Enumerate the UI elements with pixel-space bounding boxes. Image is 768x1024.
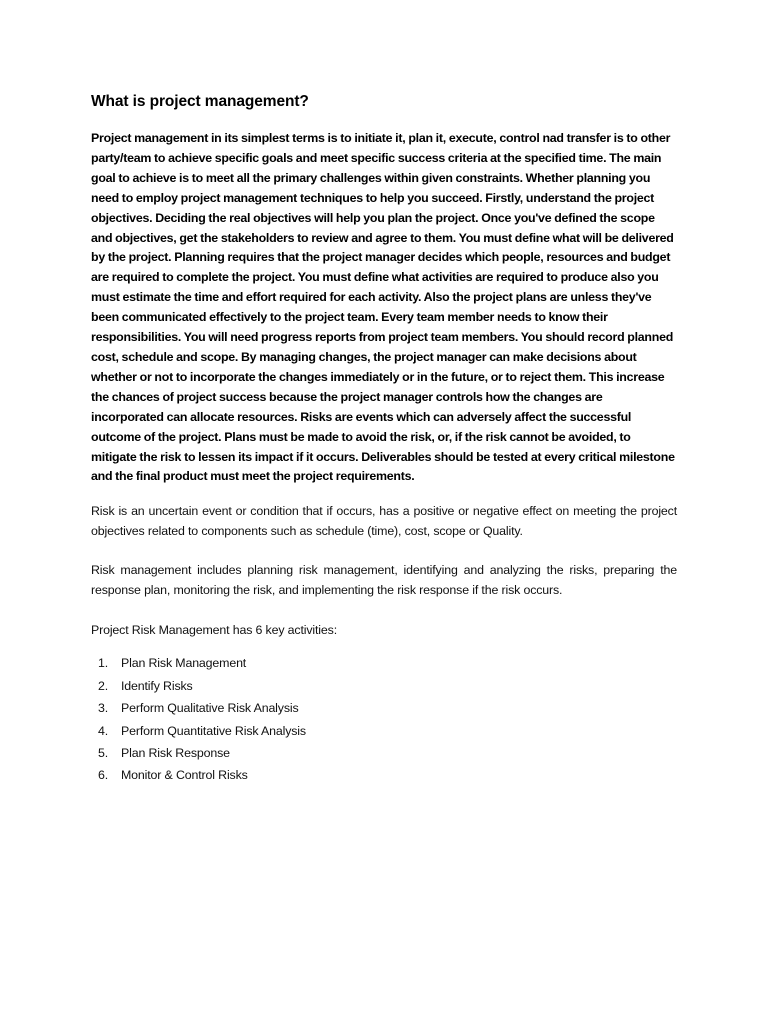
list-item-number: 6. xyxy=(98,768,109,783)
list-item xyxy=(91,675,677,697)
document-page xyxy=(91,92,677,787)
list-item xyxy=(91,697,677,719)
list-item-number: 2. xyxy=(98,678,109,693)
page-title: What is project management? xyxy=(91,93,309,110)
activities-list xyxy=(91,652,677,786)
list-item-number: 1. xyxy=(98,656,109,671)
list-item-number: 4. xyxy=(98,723,109,738)
list-item-label: Perform Qualitative Risk Analysis xyxy=(121,701,299,716)
list-item-label: Plan Risk Management xyxy=(121,656,247,671)
list-item-label: Plan Risk Response xyxy=(121,745,230,760)
activities-intro: Project Risk Management has 6 key activities: xyxy=(91,623,337,638)
list-item xyxy=(91,764,677,786)
list-item xyxy=(91,742,677,764)
list-item-number: 5. xyxy=(98,745,109,760)
risk-management-paragraph: Risk management includes planning risk management, identifying and analyzing the risks, preparing the response plan, monitoring the risk, and implementing the risk response if the risk occurs. xyxy=(91,563,677,598)
list-item-label: Identify Risks xyxy=(121,678,193,693)
list-item xyxy=(91,652,677,674)
list-item-label: Monitor & Control Risks xyxy=(121,768,248,783)
intro-paragraph: Project management in its simplest terms is to initiate it, plan it, execute, control nad transfer is to other party/team to achieve specific goals and meet specific success criteria at the specified time. The main goal to achieve is to meet all the primary challenges within given constraints. Whether planning you need to employ project management techniques to help you succeed. Firstly, understand the project objectives. Deciding the real objectives will help you plan the project. Once you've defined the scope and objectives, get the stakeholders to review and agree to them. You must define what will be delivered by the project. Planning requires that the project manager decides which people, resources and budget are required to complete the project. You must define what activities are required to produce also you must estimate the time and effort required for each activity. Also the project plans are unless they've been communicated effectively to the project team. Every team member needs to know their responsibilities. You will need progress reports from project team members. You should record planned cost, schedule and scope. By managing changes, the project manager can make decisions about whether or not to incorporate the changes immediately or in the future, or to reject them. This increase the chances of project success because the project manager controls how the changes are incorporated can allocate resources. Risks are events which can adversely affect the successful outcome of the project. Plans must be made to avoid the risk, or, if the risk cannot be avoided, to mitigate the risk to lessen its impact if it occurs. Deliverables should be tested at every critical milestone and the final product must meet the project requirements. xyxy=(91,131,675,484)
risk-definition-paragraph: Risk is an uncertain event or condition that if occurs, has a positive or negative effect on meeting the project objectives related to components such as schedule (time), cost, scope or Quality. xyxy=(91,504,677,539)
list-item-label: Perform Quantitative Risk Analysis xyxy=(121,723,306,738)
list-item xyxy=(91,720,677,742)
list-item-number: 3. xyxy=(98,701,109,716)
